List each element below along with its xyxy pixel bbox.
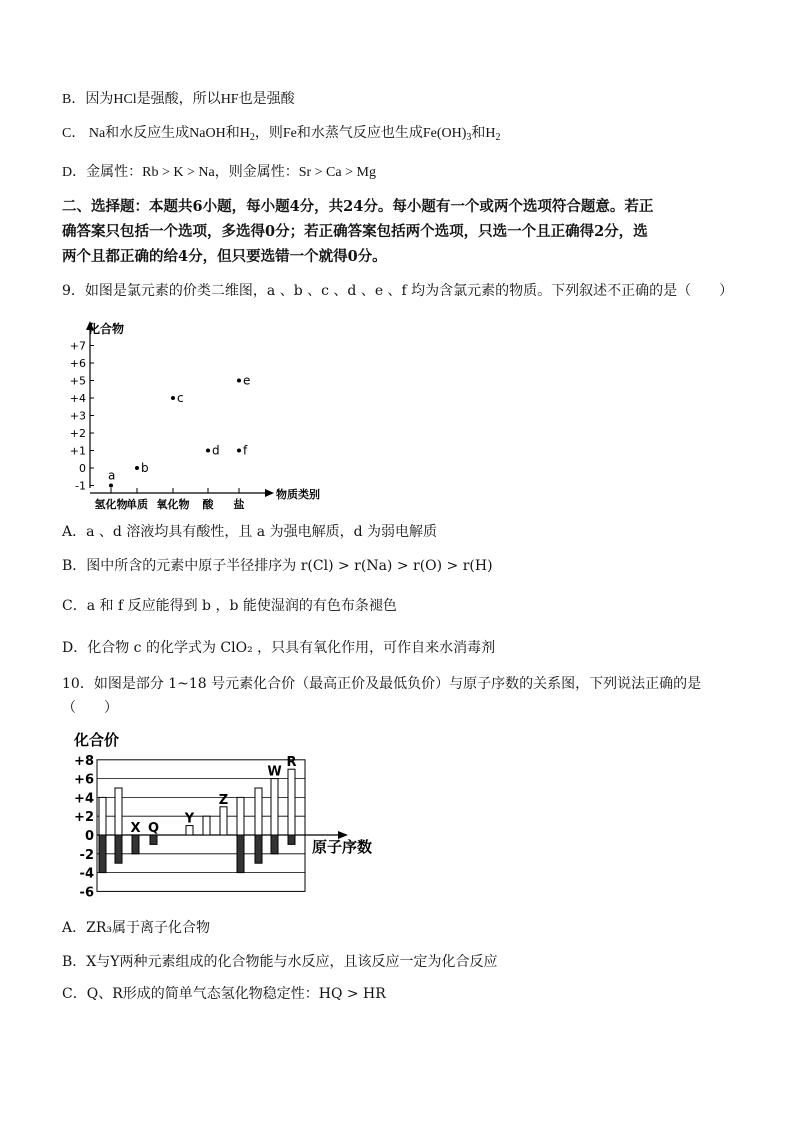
valence-vs-atomic-number-chart [62,728,392,900]
bar-negative [237,835,244,873]
x-tick-label: 盐 [233,498,245,511]
bar-label-X: X [130,821,141,836]
q10-option-c: C．Q、R形成的简单气态氢化物稳定性：HQ > HR [62,986,386,1002]
bar-label-Z: Z [218,792,229,808]
y-tick-label: +2 [74,810,94,826]
bar-negative [288,835,295,844]
data-point-f [237,449,241,453]
bar-positive [288,769,295,835]
bar-label-R: R [286,755,297,771]
chlorine-valence-chart [62,318,352,518]
q9-option-b: B．图中所含的元素中原子半径排序为 r(Cl) > r(Na) > r(O) > r(H) [62,558,493,574]
section-instructions-2: 确答案只包括一个选项，多选得0分；若正确答案包括两个选项，只选一个且正确得2分，选 [62,223,648,240]
y-tick-label: -6 [79,885,94,900]
y-tick-label: +6 [74,772,94,788]
bar-positive [271,779,278,835]
y-tick-label: -4 [79,866,94,882]
x-axis-label: 原子序数 [312,838,373,856]
point-label-e: e [243,373,251,388]
point-label-b: b [141,461,149,475]
q9-option-a: A．a 、d 溶液均具有酸性，且 a 为强电解质，d 为弱电解质 [62,524,437,540]
y-tick-label: +7 [69,339,86,353]
bar-positive [115,788,122,835]
data-point-e [237,379,241,383]
y-tick-label: +5 [69,374,86,388]
bar-negative [150,835,157,844]
bar-negative [271,835,278,854]
y-tick-label: +3 [69,409,86,423]
q9-stem: 9．如图是氯元素的价类二维图，a 、b 、c 、d 、e 、f 均为含氯元素的物质。下列叙述不正确的是（ ） [62,283,734,299]
bar-negative [115,835,122,863]
q10-option-b: B．X与Y两种元素组成的化合物能与水反应，且该反应一定为化合反应 [62,954,498,970]
point-label-c: c [177,391,184,405]
y-tick-label: +6 [69,357,86,370]
q9-option-d: D．化合物 c 的化学式为 ClO₂ ，只具有氧化作用，可作自来水消毒剂 [62,640,496,656]
bar-positive [237,797,244,835]
y-tick-label: 0 [84,829,94,844]
bar-positive [220,807,227,835]
bar-negative [255,835,262,863]
y-axis-label: 化合价 [74,731,120,749]
q10-chart [62,728,392,904]
q9-chart [62,318,352,522]
bar-positive [203,816,210,835]
point-label-a: a [108,468,116,483]
x-axis-label: 物质类别 [276,488,320,501]
y-tick-label: -2 [79,847,94,863]
data-point-c [171,396,175,400]
y-tick-label: -1 [75,479,86,493]
bar-label-Y: Y [184,811,195,827]
x-tick-label: 氧化物 [156,498,190,511]
y-tick-label: +1 [69,444,86,458]
data-point-d [206,449,210,453]
bar-negative [132,835,139,854]
x-tick-label: 酸 [202,498,214,511]
y-tick-label: +2 [69,427,86,440]
bar-positive [186,826,193,835]
x-tick-label: 氢化物 [94,498,128,511]
y-tick-label: +8 [74,753,94,769]
option-c-prev: C． Na和水反应生成NaOH和$H_2$，则Fe和水蒸气反应也生成$Fe(OH)_3$和$H_2$ [62,126,501,143]
option-d-prev: D．金属性：Rb > K > Na，则金属性：Sr > Ca > Mg [62,165,376,180]
y-tick-label: 0 [79,462,86,475]
bar-negative [99,835,106,873]
bar-label-Q: Q [147,821,160,836]
point-label-f: f [243,443,248,458]
bar-positive [255,788,262,835]
y-tick-label: +4 [74,791,94,807]
bar-label-W: W [267,764,282,780]
section-instructions-3: 两个且都正确的给4分，但只要选错一个就得0分。 [62,248,387,265]
data-point-a [109,484,113,488]
bar-positive [99,797,106,835]
q9-option-c: C．a 和 f 反应能得到 b ，b 能使湿润的有色布条褪色 [62,598,397,614]
x-tick-label: 单质 [126,498,148,511]
q10-stem-bracket: （ ） [62,700,118,716]
q10-stem: 10．如图是部分 1~18 号元素化合价（最高正价及最低负价）与原子序数的关系图，下列说法正确的是 [62,676,702,692]
x-axis-arrow [265,489,274,497]
section-instructions-1: 二、选择题：本题共6小题，每小题4分，共24分。每小题有一个或两个选项符合题意。若正 [62,198,654,215]
point-label-d: d [212,443,220,458]
y-axis-label: 化合物 [88,322,125,336]
q10-option-a: A．ZR₃属于离子化合物 [62,920,210,936]
y-tick-label: +4 [69,392,86,405]
option-b-prev: B．因为HCl是强酸，所以HF也是强酸 [62,92,295,107]
data-point-b [135,466,139,470]
